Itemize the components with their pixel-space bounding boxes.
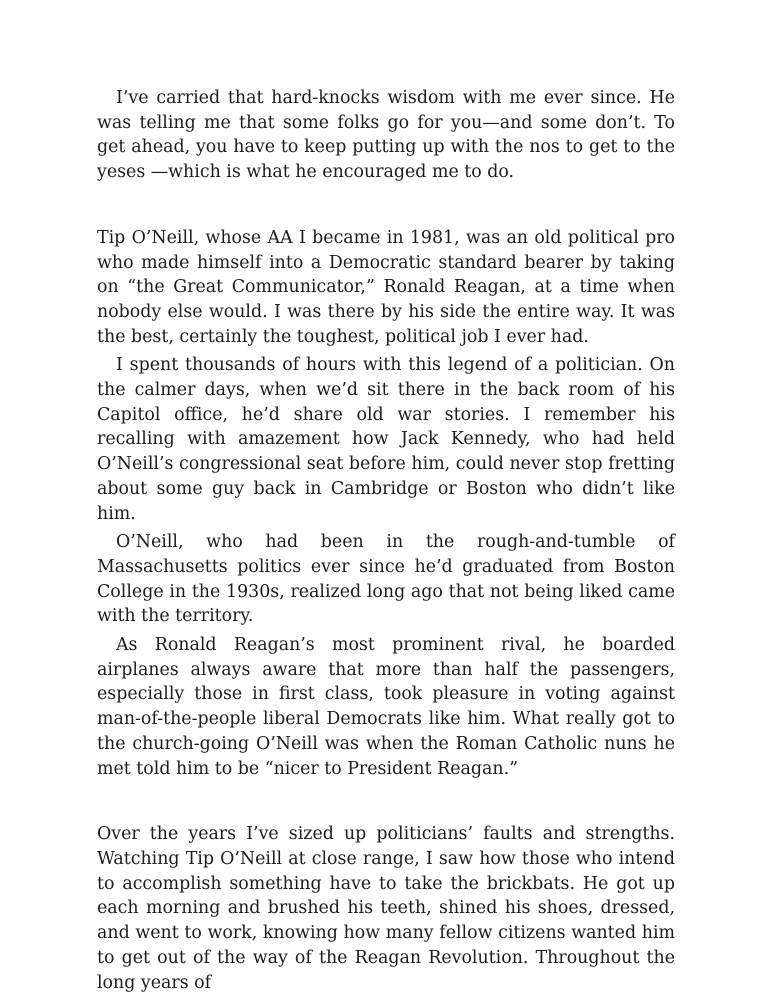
paragraph: I’ve carried that hard-knocks wisdom with me ever since. He was telling me that some folks go for you—and some don’t. To get ahead, you have to keep putting up with the nos to get to the yeses —which is what he encouraged me to do. <box>97 88 675 183</box>
paragraph: I spent thousands of hours with this legend of a politician. On the calmer days, when we’d sit there in the back room of his Capitol office, he’d share old war stories. I remember his recalling with amazement how Jack Kennedy, who had held O’Neill’s congressional seat before him, could never stop fretting about some guy back in Cambridge or Boston who didn’t like him. <box>97 355 675 524</box>
section-2 <box>97 226 675 781</box>
section-1 <box>97 86 675 185</box>
page-body <box>97 86 675 995</box>
section-3 <box>97 822 675 995</box>
paragraph: As Ronald Reagan’s most prominent rival, he boarded airplanes always aware that more than half the passengers, especially those in first class, took pleasure in voting against man-of-the-people liberal Democrats like him. What really got to the church-going O’Neill was when the Roman Catholic nuns he met told him to be “nicer to President Reagan.” <box>97 635 675 779</box>
paragraph: Tip O’Neill, whose AA I became in 1981, was an old political pro who made himself into a Democratic standard bearer by taking on “the Great Communicator,” Ronald Reagan, at a time when nobody else would. I was there by his side the entire way. It was the best, certainly the toughest, political job I ever had. <box>97 227 675 347</box>
section-break <box>97 185 675 226</box>
section-break <box>97 781 675 822</box>
paragraph: Over the years I’ve sized up politicians’ faults and strengths. Watching Tip O’Neill at close range, I saw how those who intend to accomplish something have to take the brickbats. He got up each morning and brushed his teeth, shined his shoes, dressed, and went to work, knowing how many fellow citizens wanted him to get out of the way of the Reagan Revolution. Throughout the long years of <box>97 824 675 993</box>
paragraph: O’Neill, who had been in the rough-and-tumble of Massachusetts politics ever since he’d graduated from Boston College in the 1930s, realized long ago that not being liked came with the territory. <box>97 532 675 627</box>
